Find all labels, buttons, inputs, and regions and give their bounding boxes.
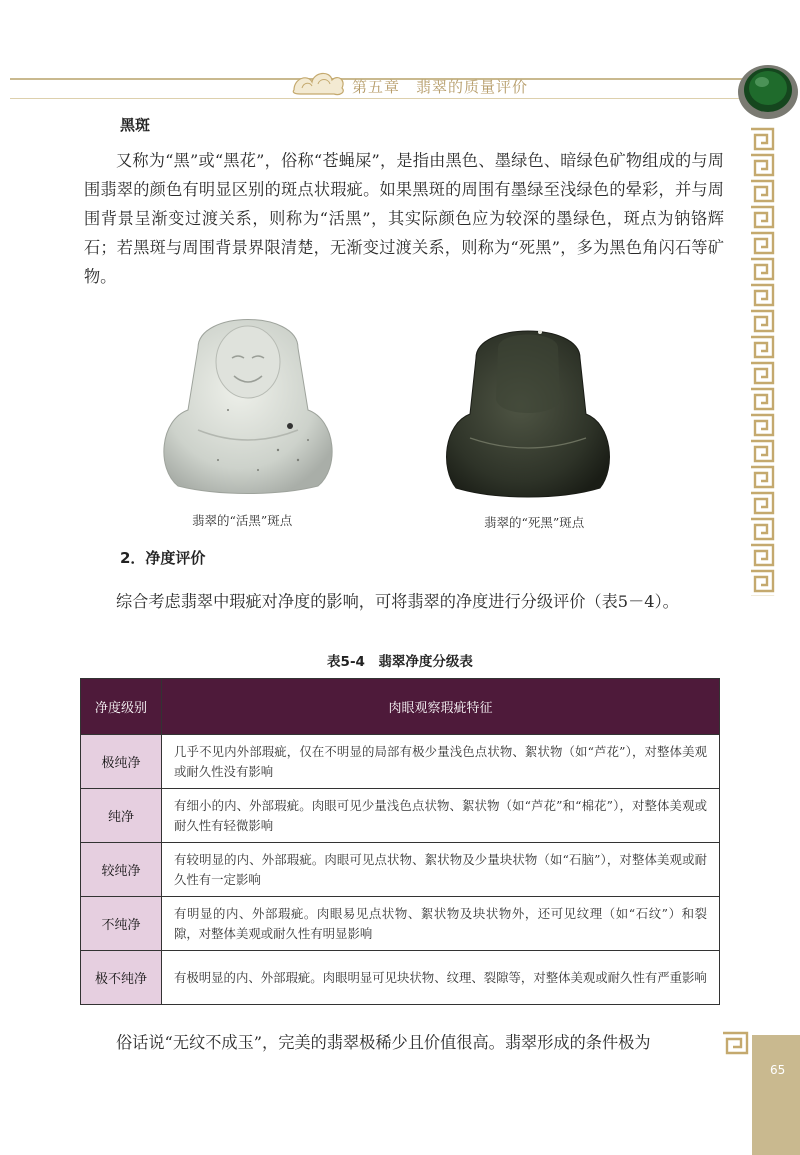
cloud-ornament-icon [290, 64, 348, 98]
table-row [81, 897, 720, 951]
level-cell: 纯净 [81, 789, 162, 843]
table-row [81, 951, 720, 1005]
section-heading-black-spot: 黑斑 [120, 116, 151, 134]
greek-key-corner [720, 1030, 750, 1056]
greek-key-border [748, 126, 776, 596]
desc-cell: 几乎不见内外部瑕疵，仅在不明显的局部有极少量浅色点状物、絮状物（如“芦花”），对整体美观或耐久性没有影响 [162, 735, 720, 789]
paragraph-clarity: 综合考虑翡翠中瑕疵对净度的影响，可将翡翠的净度进行分级评价（表5－4）。 [116, 592, 679, 611]
desc-cell: 有明显的内、外部瑕疵。肉眼易见点状物、絮状物及块状物外，还可见纹理（如“石纹”）和裂隙，对整体美观或耐久性有明显影响 [162, 897, 720, 951]
level-cell: 较纯净 [81, 843, 162, 897]
chapter-title: 第五章 翡翠的质量评价 [352, 78, 529, 96]
section-heading-clarity: 2．净度评价 [120, 549, 206, 567]
page-number: 65 [770, 1063, 786, 1077]
table-header-row [81, 679, 720, 735]
paragraph-closing: 俗话说“无纹不成玉”，完美的翡翠极稀少且价值很高。翡翠形成的条件极为 [116, 1033, 651, 1052]
pale-jade-buddha-image [158, 300, 338, 496]
paragraph-black-spot: 又称为“黑”或“黑花”，俗称“苍蝇屎”，是指由黑色、墨绿色、暗绿色矿物组成的与周围翡翠的颜色有明显区别的斑点状瑕疵。如果黑斑的周围有墨绿至浅绿色的晕彩，并与周围背景呈渐变过渡关系，则称为“活黑”，其实际颜色应为较深的墨绿色，斑点为钠铬辉石；若黑斑与周围背景界限清楚，无渐变过渡关系，则称为“死黑”，多为黑色角闪石等矿物。 [84, 151, 724, 286]
table-caption: 表5-4 翡翠净度分级表 [327, 654, 473, 670]
dark-jade-buddha-image [440, 318, 616, 500]
header-features: 肉眼观察瑕疵特征 [162, 679, 720, 735]
clarity-grade-table [80, 678, 720, 1005]
jade-ring-icon [730, 58, 800, 122]
header-rule-bottom [10, 98, 745, 99]
desc-cell: 有较明显的内、外部瑕疵。肉眼可见点状物、絮状物及少量块状物（如“石脑”），对整体美观或耐久性有一定影响 [162, 843, 720, 897]
desc-cell: 有细小的内、外部瑕疵。肉眼可见少量浅色点状物、絮状物（如“芦花”和“棉花”），对整体美观或耐久性有轻微影响 [162, 789, 720, 843]
figure-caption-live-black: 翡翠的“活黑”斑点 [192, 513, 293, 528]
level-cell: 极纯净 [81, 735, 162, 789]
table-row [81, 735, 720, 789]
table-row [81, 843, 720, 897]
level-cell: 不纯净 [81, 897, 162, 951]
table-row [81, 789, 720, 843]
side-color-strip [752, 1035, 800, 1155]
desc-cell: 有极明显的内、外部瑕疵。肉眼明显可见块状物、纹理、裂隙等，对整体美观或耐久性有严重影响 [162, 951, 720, 1005]
header-level: 净度级别 [81, 679, 162, 735]
figure-caption-dead-black: 翡翠的“死黑”斑点 [484, 515, 585, 530]
level-cell: 极不纯净 [81, 951, 162, 1005]
